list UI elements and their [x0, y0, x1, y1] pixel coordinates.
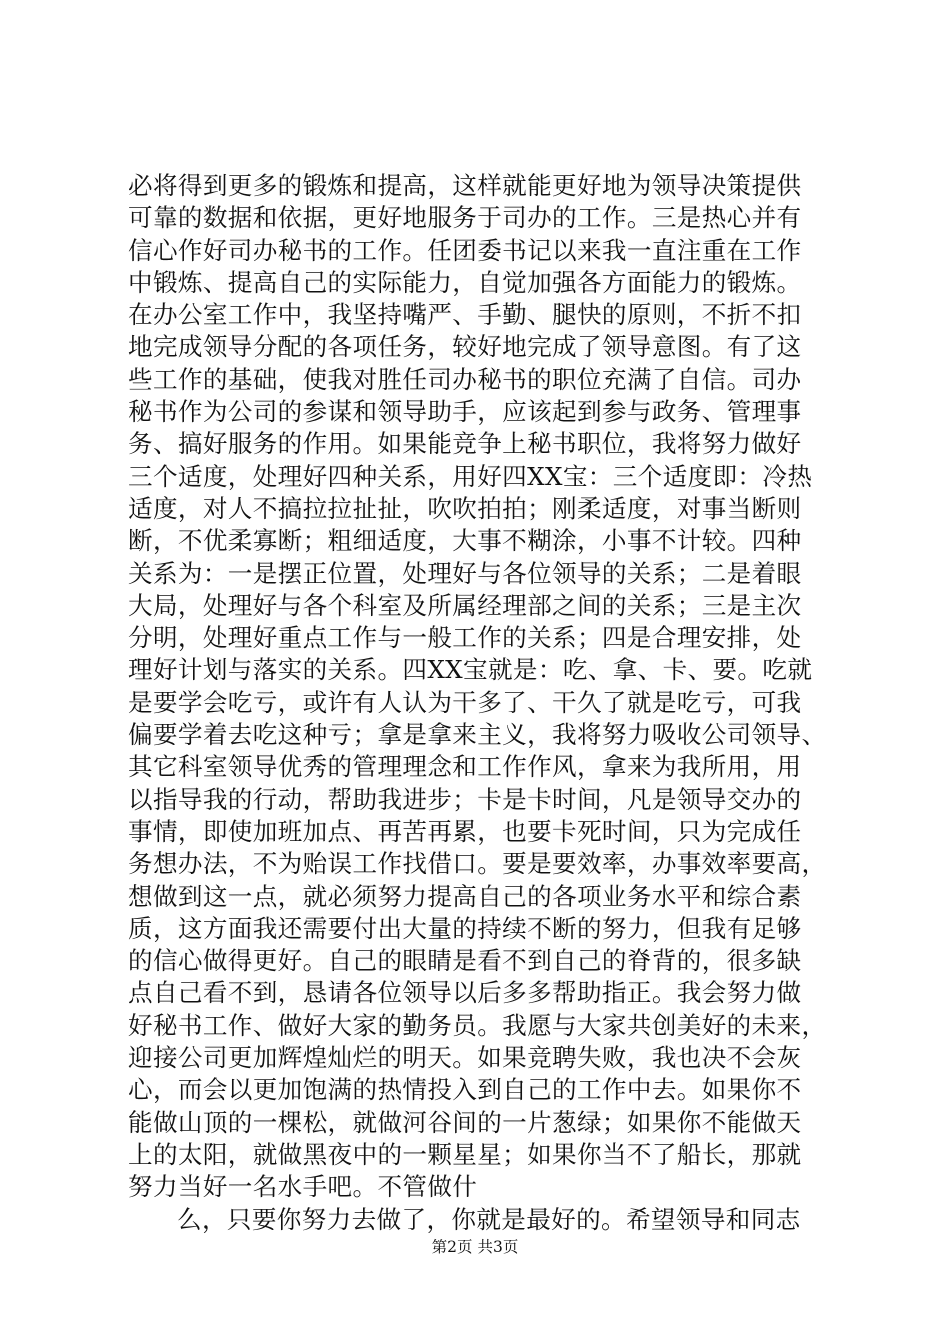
text-line: 在办公室工作中，我坚持嘴严、手勤、腿快的原则，不折不扣	[128, 300, 802, 330]
text-line: 中锻炼、提高自己的实际能力，自觉加强各方面能力的锻炼。	[128, 267, 802, 297]
text-line: 偏要学着去吃这种亏；拿是拿来主义，我将努力吸收公司领导、	[128, 720, 827, 750]
text-line: 好秘书工作、做好大家的勤务员。我愿与大家共创美好的未来，	[128, 1010, 827, 1040]
text-line: 上的太阳，就做黑夜中的一颗星星；如果你当不了船长，那就	[128, 1139, 802, 1169]
text-line: 可靠的数据和依据，更好地服务于司办的工作。三是热心并有	[128, 203, 802, 233]
text-line: 务想办法，不为贻误工作找借口。要是要效率，办事效率要高，	[128, 849, 827, 879]
paragraph-first-line: 么，只要你努力去做了，你就是最好的。希望领导和同志	[177, 1204, 801, 1234]
text-line: 理好计划与落实的关系。四XX宝就是：吃、拿、卡、要。吃就	[128, 655, 813, 685]
text-line: 心，而会以更加饱满的热情投入到自己的工作中去。如果你不	[128, 1075, 802, 1105]
text-line: 努力当好一名水手吧。不管做什	[128, 1172, 478, 1202]
text-line: 三个适度，处理好四种关系，用好四XX宝：三个适度即：冷热	[128, 461, 813, 491]
text-line: 地完成领导分配的各项任务，较好地完成了领导意图。有了这	[128, 332, 802, 362]
text-line: 迎接公司更加辉煌灿烂的明天。如果竞聘失败，我也决不会灰	[128, 1043, 802, 1073]
text-line: 些工作的基础，使我对胜任司办秘书的职位充满了自信。司办	[128, 364, 802, 394]
text-line: 是要学会吃亏，或许有人认为干多了、干久了就是吃亏，可我	[128, 687, 802, 717]
text-line: 的信心做得更好。自己的眼睛是看不到自己的脊背的，很多缺	[128, 946, 802, 976]
text-line: 以指导我的行动，帮助我进步；卡是卡时间，凡是领导交办的	[128, 784, 802, 814]
document-body	[128, 170, 828, 1236]
text-line: 适度，对人不搞拉拉扯扯，吹吹拍拍；刚柔适度，对事当断则	[128, 493, 802, 523]
text-line: 事情，即使加班加点、再苦再累，也要卡死时间，只为完成任	[128, 816, 802, 846]
page-number-footer: 第2页 共3页	[431, 1238, 519, 1256]
text-line: 质，这方面我还需要付出大量的持续不断的努力，但我有足够	[128, 913, 802, 943]
text-line: 秘书作为公司的参谋和领导助手，应该起到参与政务、管理事	[128, 397, 802, 427]
text-line: 分明，处理好重点工作与一般工作的关系；四是合理安排，处	[128, 623, 802, 653]
text-line: 能做山顶的一棵松，就做河谷间的一片葱绿；如果你不能做天	[128, 1107, 802, 1137]
text-line: 务、搞好服务的作用。如果能竞争上秘书职位，我将努力做好	[128, 429, 802, 459]
text-line: 想做到这一点，就必须努力提高自己的各项业务水平和综合素	[128, 881, 802, 911]
text-line: 必将得到更多的锻炼和提高，这样就能更好地为领导决策提供	[128, 171, 802, 200]
text-line: 信心作好司办秘书的工作。任团委书记以来我一直注重在工作	[128, 235, 802, 265]
text-line: 点自己看不到，恳请各位领导以后多多帮助指正。我会努力做	[128, 978, 802, 1008]
text-line: 大局，处理好与各个科室及所属经理部之间的关系；三是主次	[128, 590, 802, 620]
text-line: 关系为：一是摆正位置，处理好与各位领导的关系；二是着眼	[128, 558, 802, 588]
text-line: 其它科室领导优秀的管理理念和工作作风，拿来为我所用，用	[128, 752, 802, 782]
text-line: 断，不优柔寡断；粗细适度，大事不糊涂，小事不计较。四种	[128, 526, 802, 556]
